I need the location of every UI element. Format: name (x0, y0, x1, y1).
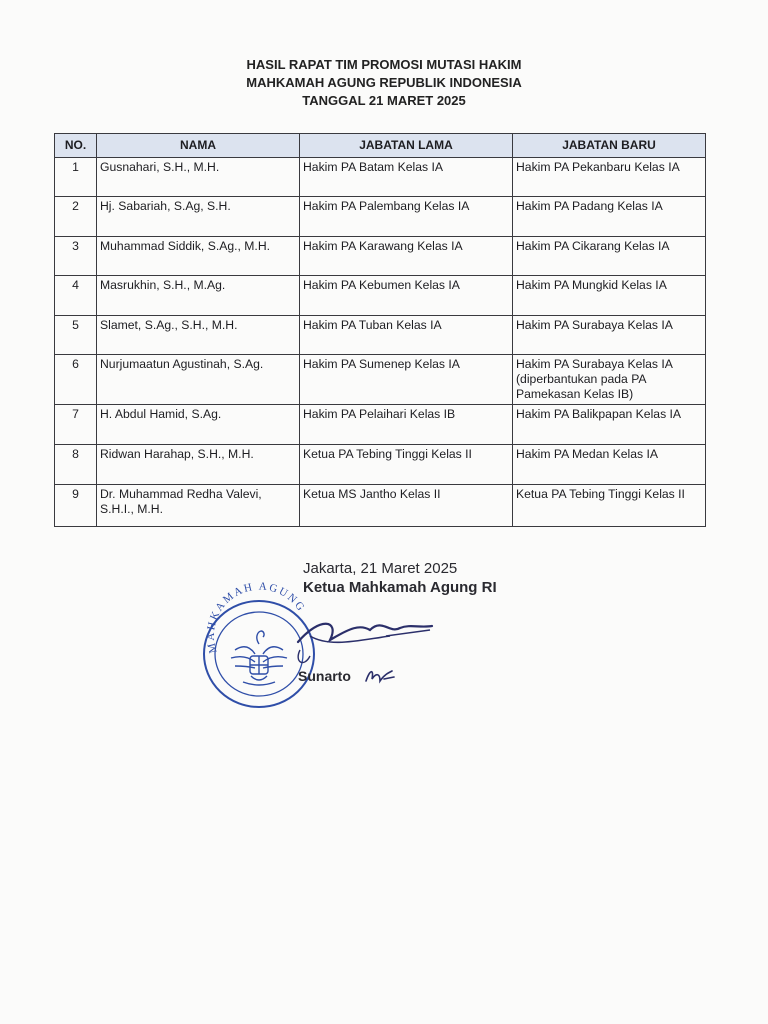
table-row (55, 445, 706, 485)
cell-jabatan-baru: Hakim PA Balikpapan Kelas IA (513, 405, 706, 445)
cell-no: 5 (55, 316, 97, 355)
cell-jabatan-baru: Hakim PA Surabaya Kelas IA (diperbantukan pada PA Pamekasan Kelas IB) (513, 355, 706, 405)
cell-jabatan-lama: Ketua PA Tebing Tinggi Kelas II (300, 445, 513, 485)
title-line-3: TANGGAL 21 MARET 2025 (302, 93, 466, 108)
cell-jabatan-baru: Hakim PA Padang Kelas IA (513, 197, 706, 237)
table-row (55, 276, 706, 316)
table-header-row (55, 134, 706, 158)
cell-nama: Hj. Sabariah, S.Ag, S.H. (97, 197, 300, 237)
table-row (55, 237, 706, 276)
table-row (55, 405, 706, 445)
cell-nama: Slamet, S.Ag., S.H., M.H. (97, 316, 300, 355)
cell-jabatan-baru: Hakim PA Cikarang Kelas IA (513, 237, 706, 276)
column-header-jabatan-lama: JABATAN LAMA (300, 134, 513, 158)
cell-no: 2 (55, 197, 97, 237)
table-row (55, 197, 706, 237)
cell-nama: Dr. Muhammad Redha Valevi, S.H.I., M.H. (97, 485, 300, 527)
paraf-initial (362, 665, 398, 691)
cell-nama: Muhammad Siddik, S.Ag., M.H. (97, 237, 300, 276)
signature-scribble (290, 606, 440, 666)
cell-jabatan-baru: Hakim PA Mungkid Kelas IA (513, 276, 706, 316)
cell-jabatan-lama: Hakim PA Palembang Kelas IA (300, 197, 513, 237)
title-line-1: HASIL RAPAT TIM PROMOSI MUTASI HAKIM (246, 57, 522, 72)
document-title (0, 56, 768, 110)
cell-nama: H. Abdul Hamid, S.Ag. (97, 405, 300, 445)
cell-no: 6 (55, 355, 97, 405)
cell-jabatan-baru: Hakim PA Medan Kelas IA (513, 445, 706, 485)
table-row (55, 485, 706, 527)
stamp-text: MAHKAMAH AGUNG (204, 580, 308, 655)
cell-jabatan-lama: Hakim PA Sumenep Kelas IA (300, 355, 513, 405)
signatory-name: Sunarto (298, 668, 351, 684)
table-row (55, 316, 706, 355)
cell-jabatan-baru: Hakim PA Surabaya Kelas IA (513, 316, 706, 355)
signature-position: Ketua Mahkamah Agung RI (303, 579, 497, 596)
mutation-table (54, 133, 706, 527)
cell-no: 9 (55, 485, 97, 527)
cell-no: 3 (55, 237, 97, 276)
cell-no: 4 (55, 276, 97, 316)
cell-jabatan-lama: Hakim PA Kebumen Kelas IA (300, 276, 513, 316)
cell-jabatan-lama: Hakim PA Karawang Kelas IA (300, 237, 513, 276)
cell-no: 7 (55, 405, 97, 445)
cell-jabatan-lama: Hakim PA Batam Kelas IA (300, 158, 513, 197)
cell-jabatan-baru: Hakim PA Pekanbaru Kelas IA (513, 158, 706, 197)
cell-jabatan-lama: Hakim PA Pelaihari Kelas IB (300, 405, 513, 445)
cell-nama: Masrukhin, S.H., M.Ag. (97, 276, 300, 316)
cell-nama: Nurjumaatun Agustinah, S.Ag. (97, 355, 300, 405)
cell-jabatan-lama: Hakim PA Tuban Kelas IA (300, 316, 513, 355)
garuda-emblem (231, 631, 287, 685)
cell-jabatan-baru: Ketua PA Tebing Tinggi Kelas II (513, 485, 706, 527)
cell-nama: Ridwan Harahap, S.H., M.H. (97, 445, 300, 485)
column-header-jabatan-baru: JABATAN BARU (513, 134, 706, 158)
table-row (55, 355, 706, 405)
table-row (55, 158, 706, 197)
cell-nama: Gusnahari, S.H., M.H. (97, 158, 300, 197)
column-header-no: NO. (55, 134, 97, 158)
column-header-nama: NAMA (97, 134, 300, 158)
cell-no: 1 (55, 158, 97, 197)
cell-jabatan-lama: Ketua MS Jantho Kelas II (300, 485, 513, 527)
title-line-2: MAHKAMAH AGUNG REPUBLIK INDONESIA (246, 75, 522, 90)
signature-place-date: Jakarta, 21 Maret 2025 (303, 560, 458, 577)
cell-no: 8 (55, 445, 97, 485)
